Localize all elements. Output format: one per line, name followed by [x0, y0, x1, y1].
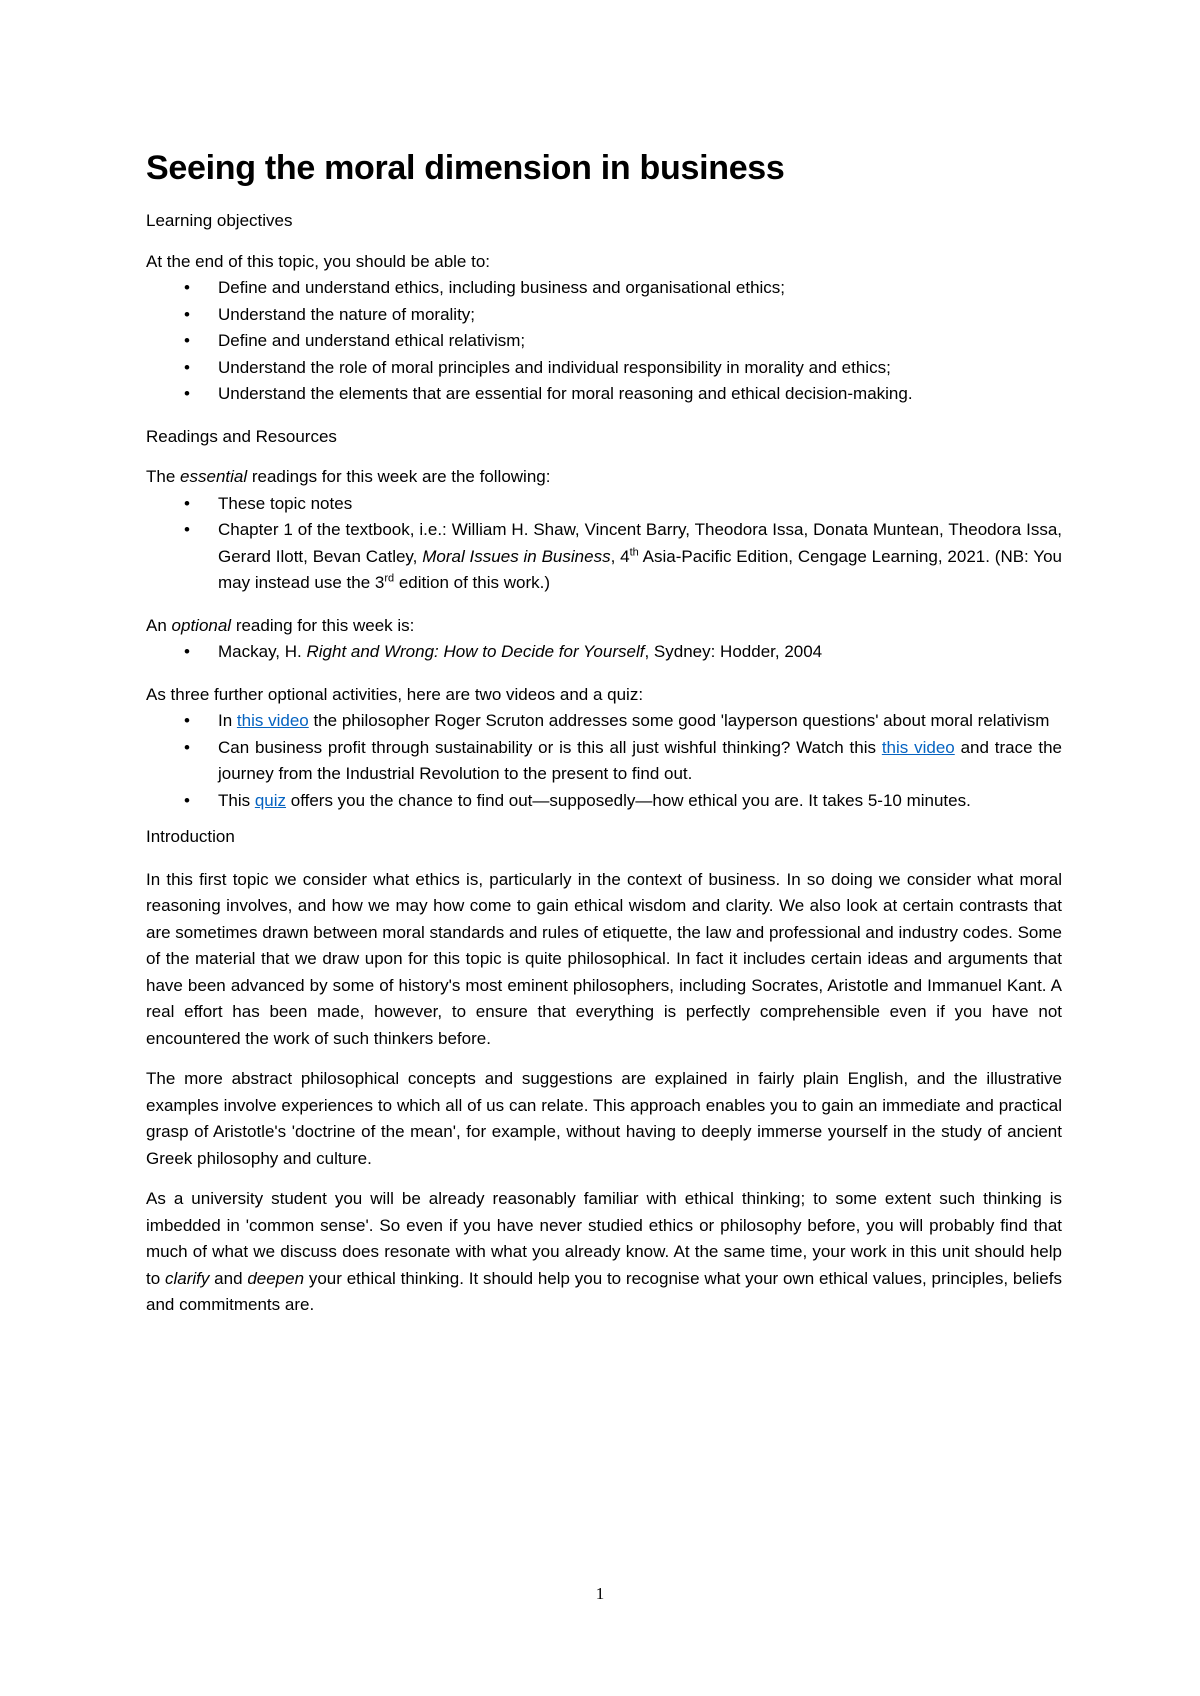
- list-item: • Can business profit through sustainability or is this all just wishful thinking? Watch this this video and trace the journey from the Industrial Revolution to the present to find out.: [218, 735, 1062, 788]
- quiz-link[interactable]: quiz: [254, 790, 287, 810]
- learning-objectives-list: [146, 275, 1062, 408]
- activities-list: [146, 708, 1062, 814]
- list-item: • Define and understand ethics, including business and organisational ethics;: [218, 275, 1062, 302]
- introduction-paragraph-1: In this first topic we consider what ethics is, particularly in the context of business. In so doing we consider what moral reasoning involves, and how we may how come to gain ethical wisdom and clarity. We also look at certain contrasts that are sometimes drawn between moral standards and rules of etiquette, the law and professional and industry codes. Some of the material that we draw upon for this topic is quite philosophical. In fact it includes certain ideas and arguments that have been advanced by some of history's most eminent philosophers, including Socrates, Aristotle and Immanuel Kant. A real effort has been made, however, to ensure that everything is perfectly comprehensible even if you have not encountered the work of such thinkers before.: [146, 869, 1062, 1048]
- list-item: • Mackay, H. Right and Wrong: How to Decide for Yourself, Sydney: Hodder, 2004: [218, 639, 1062, 666]
- list-item: • Understand the role of moral principles and individual responsibility in morality and ethics;: [218, 355, 1062, 382]
- list-item: • Understand the elements that are essential for moral reasoning and ethical decision-making.: [218, 381, 1062, 408]
- list-item: • These topic notes: [218, 491, 1062, 518]
- list-item: • Chapter 1 of the textbook, i.e.: William H. Shaw, Vincent Barry, Theodora Issa, Donata Muntean, Theodora Issa, Gerard Ilott, Bevan Catley, Moral Issues in Business, 4th Asia-Pacific Edition, Cengage Learning, 2021. (NB: You may instead use the 3rd edition of this work.): [218, 517, 1062, 597]
- list-item: • Understand the nature of morality;: [218, 302, 1062, 329]
- introduction-paragraph-2: The more abstract philosophical concepts and suggestions are explained in fairly plain English, and the illustrative examples involve experiences to which all of us can relate. This approach enables you to gain an immediate and practical grasp of Aristotle's 'doctrine of the mean', for example, without having to deeply immerse yourself in the study of ancient Greek philosophy and culture.: [146, 1069, 1062, 1168]
- list-item: • Define and understand ethical relativism;: [218, 328, 1062, 355]
- optional-reading-lead: An optional reading for this week is:: [146, 615, 415, 635]
- activities-lead: As three further optional activities, here are two videos and a quiz:: [146, 684, 644, 704]
- document-page: [146, 146, 1062, 1333]
- optional-readings-list: [146, 639, 1062, 666]
- introduction-heading: Introduction: [146, 827, 235, 846]
- video-link-sustainability[interactable]: this video: [881, 737, 955, 757]
- video-link-scruton[interactable]: this video: [236, 711, 309, 730]
- list-item: • This quiz offers you the chance to find out—supposedly—how ethical you are. It takes 5-10 minutes.: [218, 788, 1062, 815]
- learning-objectives-lead: At the end of this topic, you should be able to:: [146, 251, 491, 271]
- page-title: Seeing the moral dimension in business: [146, 149, 785, 187]
- essential-readings-lead: The essential readings for this week are the following:: [146, 467, 551, 486]
- readings-heading: Readings and Resources: [146, 426, 337, 446]
- list-item: • In this video the philosopher Roger Scruton addresses some good 'layperson questions' about moral relativism: [218, 708, 1062, 735]
- introduction-paragraph-3: As a university student you will be already reasonably familiar with ethical thinking; to some extent such thinking is imbedded in 'common sense'. So even if you have never studied ethics or philosophy before, you will probably find that much of what we discuss does resonate with what you already know. At the same time, your work in this unit should help to clarify and deepen your ethical thinking. It should help you to recognise what your own ethical values, principles, beliefs and commitments are.: [146, 1189, 1062, 1314]
- essential-readings-list: [146, 491, 1062, 597]
- learning-objectives-heading: Learning objectives: [146, 211, 293, 230]
- page-number: 1: [595, 1584, 605, 1603]
